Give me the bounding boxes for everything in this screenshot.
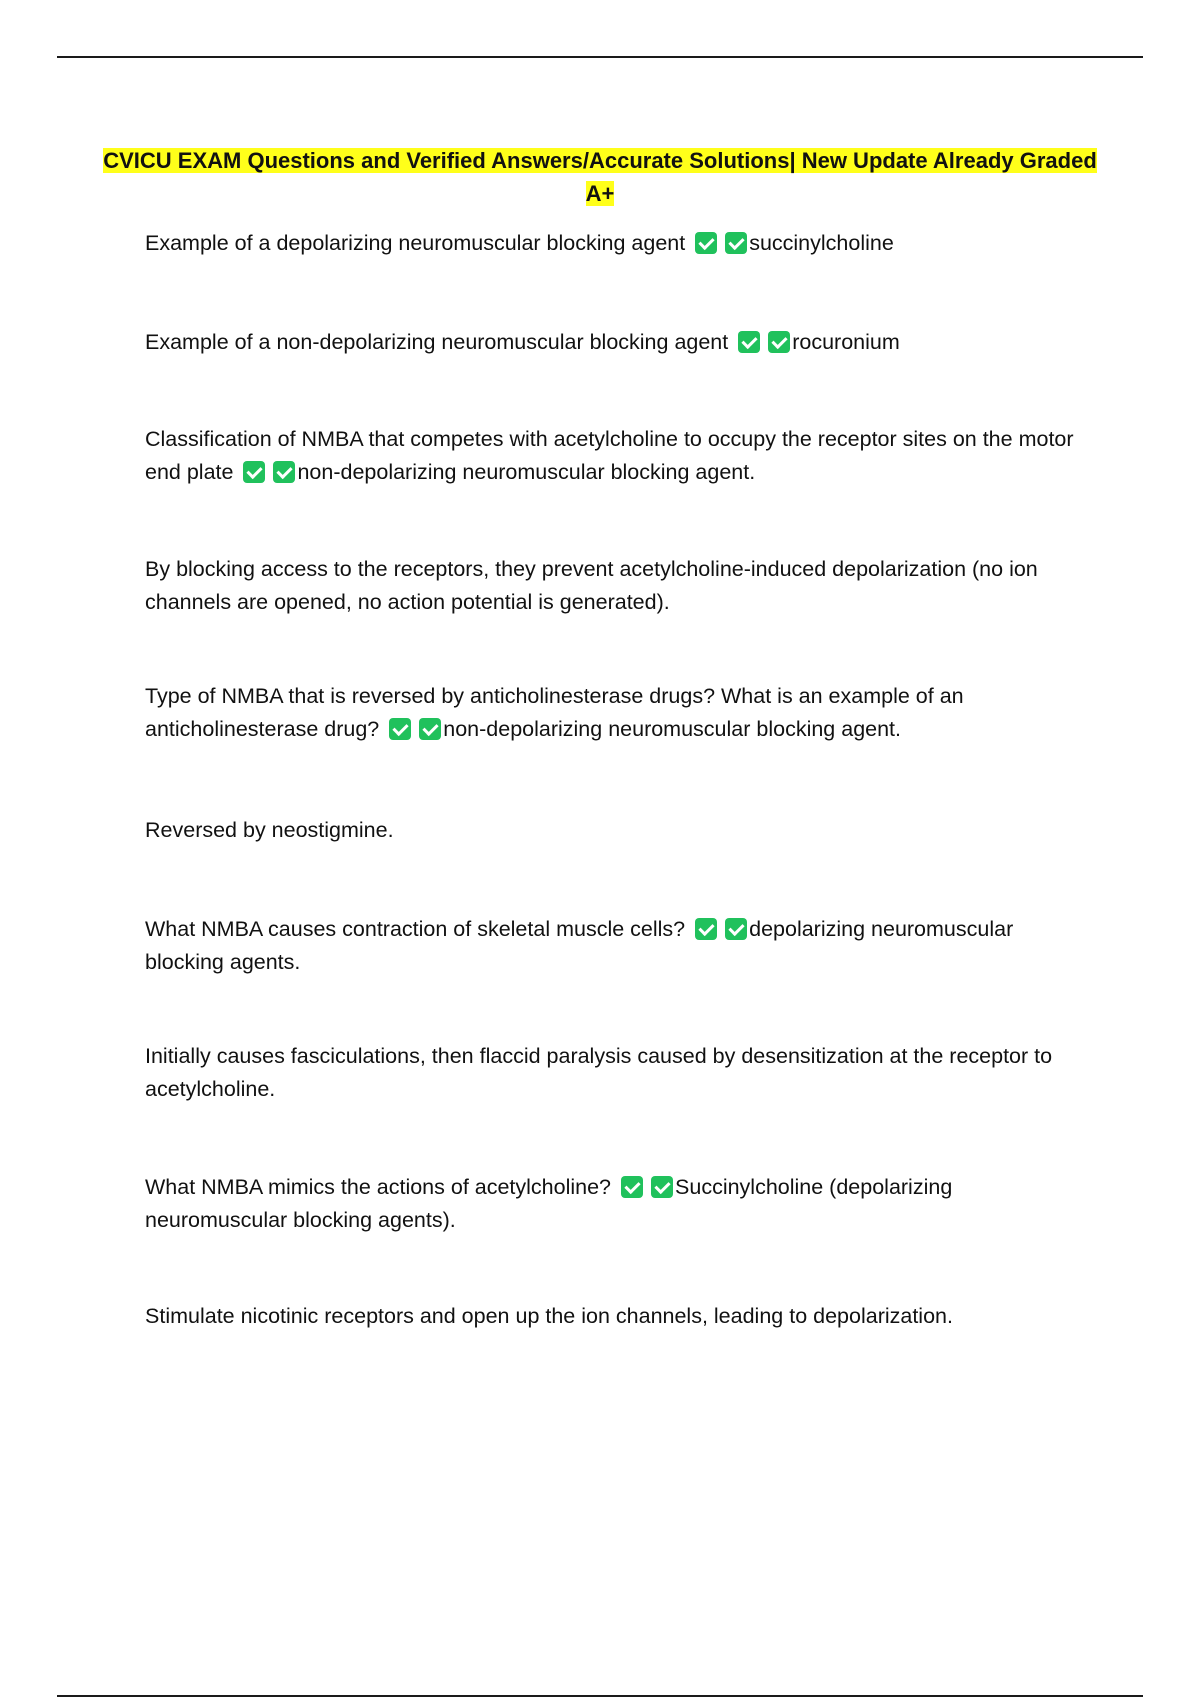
question-text: Type of NMBA that is reversed by anticholinesterase drugs? What is an example of an anticholinesterase drug? xyxy=(145,684,964,741)
qa-item-1 xyxy=(145,227,1090,260)
question-text: What NMBA causes contraction of skeletal muscle cells? xyxy=(145,917,686,941)
question-text: Example of a non-depolarizing neuromuscular blocking agent xyxy=(145,330,729,354)
check-mark-icon xyxy=(725,918,747,940)
question-text: Example of a depolarizing neuromuscular blocking agent xyxy=(145,231,686,255)
check-mark-icon xyxy=(273,461,295,483)
check-mark-icon xyxy=(243,461,265,483)
title-highlight: CVICU EXAM Questions and Verified Answers/Accurate Solutions| New Update Already Graded A+ xyxy=(103,148,1097,206)
check-mark-icon xyxy=(621,1176,643,1198)
check-mark-icon xyxy=(768,331,790,353)
answer-text: non-depolarizing neuromuscular blocking agent. xyxy=(297,460,756,484)
top-divider xyxy=(57,56,1143,58)
answer-continuation-5: Initially causes fasciculations, then flaccid paralysis caused by desensitization at the receptor to acetylcholine. xyxy=(145,1044,1053,1101)
answer-continuation-4: Reversed by neostigmine. xyxy=(145,818,394,842)
qa-item-2 xyxy=(145,326,1090,359)
question-text: What NMBA mimics the actions of acetylcholine? xyxy=(145,1175,612,1199)
qa-item-6 xyxy=(145,1171,1090,1237)
check-mark-icon xyxy=(695,232,717,254)
document-title xyxy=(100,144,1100,210)
check-mark-icon xyxy=(695,918,717,940)
answer-text: non-depolarizing neuromuscular blocking agent. xyxy=(443,717,902,741)
answer-text: rocuronium xyxy=(792,330,900,354)
check-mark-icon xyxy=(725,232,747,254)
answer-text: Succinylcholine (depolarizing neuromuscular blocking agents). xyxy=(145,1175,953,1232)
qa-item-3 xyxy=(145,423,1090,489)
question-text: Classification of NMBA that competes with acetylcholine to occupy the receptor sites on the motor end plate xyxy=(145,427,1074,484)
answer-continuation-3: By blocking access to the receptors, they prevent acetylcholine-induced depolarization (no ion channels are opened, no action potential is generated). xyxy=(145,557,1038,614)
qa-item-4 xyxy=(145,680,1090,746)
bottom-divider xyxy=(57,1695,1143,1697)
check-mark-icon xyxy=(389,718,411,740)
check-mark-icon xyxy=(738,331,760,353)
answer-text: succinylcholine xyxy=(749,231,894,255)
answer-continuation-6: Stimulate nicotinic receptors and open up the ion channels, leading to depolarization. xyxy=(145,1304,953,1328)
check-mark-icon xyxy=(419,718,441,740)
qa-item-5 xyxy=(145,913,1090,979)
check-mark-icon xyxy=(651,1176,673,1198)
answer-text: depolarizing neuromuscular blocking agents. xyxy=(145,917,1014,974)
